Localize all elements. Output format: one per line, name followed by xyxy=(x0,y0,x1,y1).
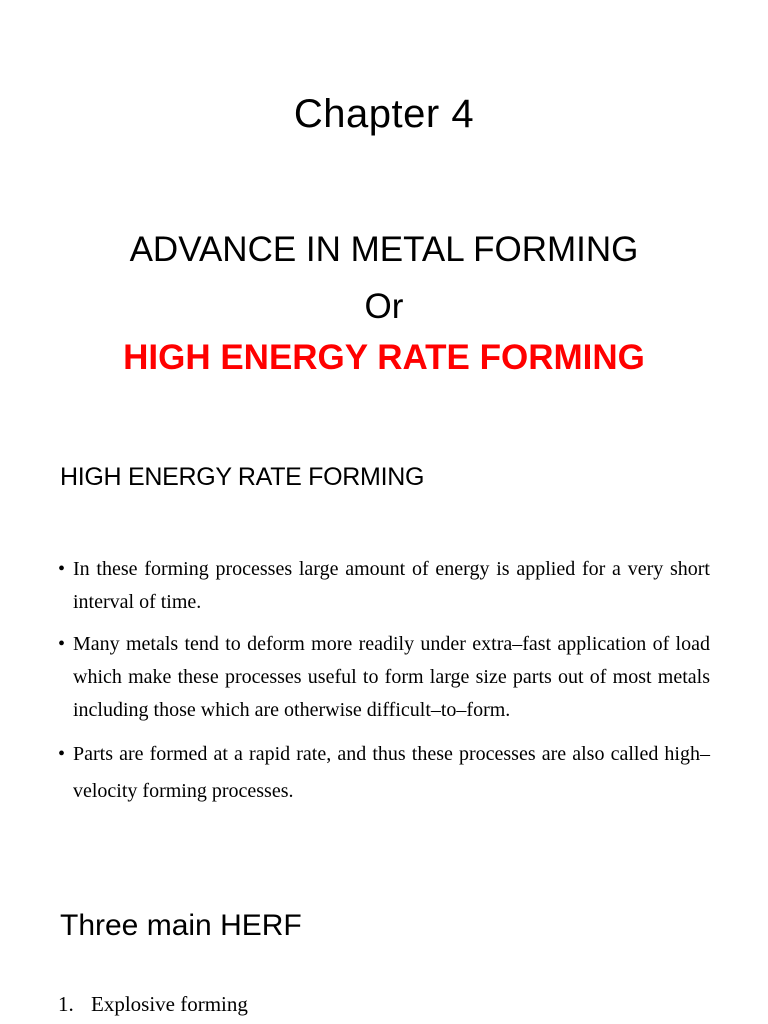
herf-list-item xyxy=(58,992,248,1017)
herf-list xyxy=(58,992,248,1017)
section-title: HIGH ENERGY RATE FORMING xyxy=(60,463,425,491)
subtitle-highlight: HIGH ENERGY RATE FORMING xyxy=(123,338,645,377)
chapter-heading: Chapter 4 xyxy=(293,92,475,136)
list-label: Explosive forming xyxy=(91,992,248,1016)
bullet-item: • In these forming processes large amount of energy is applied for a very short interval of time. xyxy=(58,553,710,619)
subtitle-line-2: Or xyxy=(364,287,404,326)
bullet-list xyxy=(58,553,710,819)
list-number: 1. xyxy=(58,992,74,1016)
bullet-item: • Parts are formed at a rapid rate, and thus these processes are also called high– velocity forming processes. xyxy=(58,736,710,810)
bullet-item: • Many metals tend to deform more readily under extra–fast application of load which make these processes useful to form large size parts out of most metals including those which are otherwise difficult–to–form. xyxy=(58,628,710,727)
subtitle-line-1: ADVANCE IN METAL FORMING xyxy=(129,230,639,269)
herf-title: Three main HERF xyxy=(60,909,302,942)
